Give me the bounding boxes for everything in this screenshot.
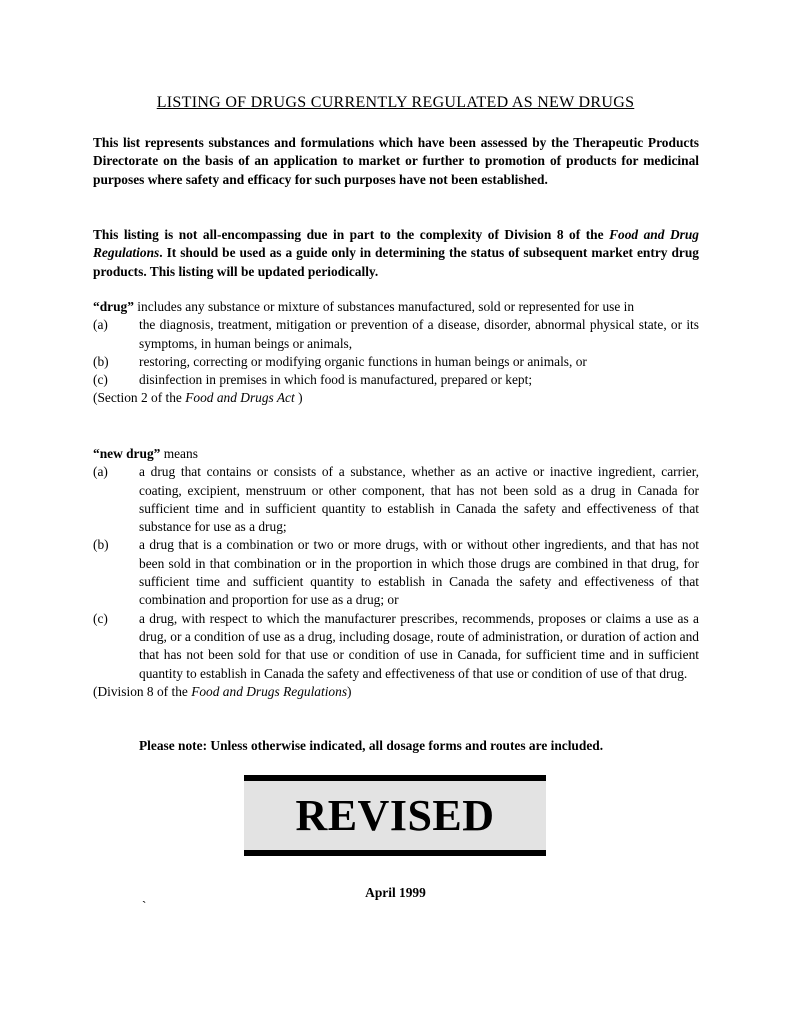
- item-text: a drug that contains or consists of a substance, whether as an active or inactive ingredient, carrier, coating, excipient, menstruum or other component, that has not been sold as a drug in Canada for sufficient time and in sufficient quantity to establish in Canada the safety and effectiveness of that substance for use as a drug;: [139, 464, 699, 535]
- new-drug-definition-lead: [93, 445, 699, 463]
- item-label: (c): [93, 372, 108, 388]
- item-text: a drug that is a combination or two or more drugs, with or without other ingredients, and that has not been sold in that combination or in the proportion in which those drugs are combined in that drug, for sufficient time and sufficient quantity to establish in Canada the safety and effectiveness of that combination and proportion for use as a drug; or: [139, 537, 699, 608]
- new-drug-item-a: [93, 463, 699, 536]
- revision-date: April 1999: [365, 885, 426, 900]
- caveat-text-2: . It should be used as a guide only in determining the status of subsequent market entry drug products. This listing will be updated periodically.: [93, 245, 699, 279]
- item-label: (a): [93, 317, 108, 333]
- source-suffix: ): [347, 683, 352, 699]
- item-text: disinfection in premises in which food is manufactured, prepared or kept;: [139, 372, 533, 388]
- revised-banner: [244, 781, 546, 850]
- drug-definition-lead: [93, 298, 699, 316]
- item-label: (a): [93, 464, 108, 480]
- source-prefix: (Section 2 of the: [93, 390, 186, 406]
- item-label: (c): [93, 610, 108, 626]
- source-regulations: Food and Drugs Regulations: [191, 683, 348, 699]
- intro-paragraph: This list represents substances and formulations which have been assessed by the Therapeutic Products Directorate on the basis of an application to market or further to promotion of products for medicinal purposes where safety and efficacy for such purposes have not been established.: [93, 135, 699, 187]
- drug-definition: [93, 298, 699, 408]
- drug-lead-text: includes any substance or mixture of substances manufactured, sold or represented for use in: [133, 299, 635, 314]
- page-title: LISTING OF DRUGS CURRENTLY REGULATED AS NEW DRUGS: [156, 94, 635, 111]
- banner-bottom-rule: [244, 850, 546, 856]
- source-prefix: (Division 8 of the: [93, 683, 192, 699]
- new-drug-source: [93, 683, 699, 701]
- caveat-text-1: This listing is not all-encompassing due in part to the complexity of Division 8 of the: [93, 227, 610, 242]
- drug-item-c: [93, 371, 699, 389]
- drug-term: “drug”: [93, 299, 134, 314]
- item-text: restoring, correcting or modifying organic functions in human beings or animals, or: [139, 353, 587, 369]
- dosage-note: Please note: Unless otherwise indicated, all dosage forms and routes are included.: [139, 738, 604, 753]
- item-text: a drug, with respect to which the manufacturer prescribes, recommends, proposes or claims a use as a drug, or a condition of use as a drug, including dosage, route of administration, or duration of action and that has not been sold for that use or condition of use in Canada, for sufficient time and in sufficient quantity to establish in Canada the safety and effectiveness of that use or condition of use of that drug.: [139, 610, 699, 681]
- item-label: (b): [93, 537, 109, 553]
- source-act: Food and Drugs Act: [185, 390, 299, 406]
- revised-banner-text: REVISED: [295, 791, 495, 840]
- new-drug-lead-text: means: [160, 446, 198, 461]
- source-suffix: ): [298, 390, 303, 406]
- drug-item-a: [93, 316, 699, 353]
- new-drug-term: “new drug”: [93, 446, 161, 461]
- drug-item-b: [93, 353, 699, 371]
- stray-mark: `: [142, 898, 147, 913]
- new-drug-definition: [93, 445, 699, 701]
- new-drug-item-c: [93, 610, 699, 683]
- new-drug-item-b: [93, 536, 699, 609]
- caveat-paragraph: [93, 226, 699, 281]
- caveat-regulations-ref: Food and Drug Regulations: [93, 227, 699, 261]
- item-text: the diagnosis, treatment, mitigation or prevention of a disease, disorder, abnormal physical state, or its symptoms, in human beings or animals,: [139, 317, 699, 351]
- item-label: (b): [93, 353, 109, 369]
- drug-source: [93, 389, 699, 407]
